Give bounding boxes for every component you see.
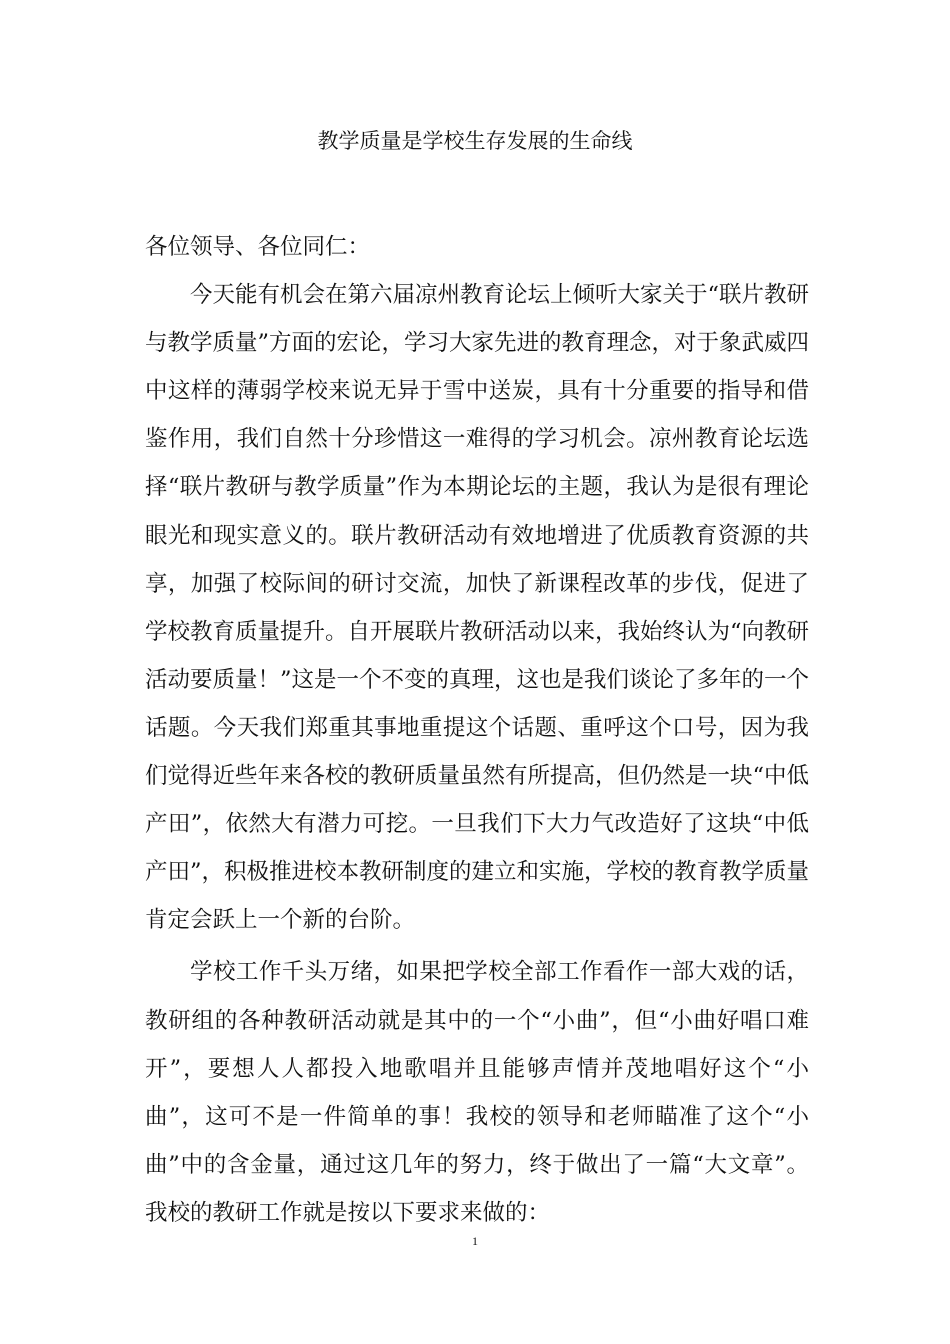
document-body: [145, 223, 809, 1237]
page-number: 1: [472, 1234, 478, 1248]
salutation: 各位领导、各位同仁：: [145, 234, 371, 260]
paragraph-2: 学校工作千头万绪，如果把学校全部工作看作一部大戏的话，教研组的各种教研活动就是其中的一个“小曲”，但“小曲好唱口难开”，要想人人都投入地歌唱并且能够声情并茂地唱好这个“小曲”，这可不是一件简单的事！我校的领导和老师瞄准了这个“小曲”中的含金量，通过这几年的努力，终于做出了一篇“大文章”。我校的教研工作就是按以下要求来做的：: [145, 959, 809, 1226]
document-title: 教学质量是学校生存发展的生命线: [317, 129, 633, 153]
paragraph-1: 今天能有机会在第六届凉州教育论坛上倾听大家关于“联片教研与教学质量”方面的宏论，学习大家先进的教育理念，对于象武威四中这样的薄弱学校来说无异于雪中送炭，具有十分重要的指导和借鉴作用，我们自然十分珍惜这一难得的学习机会。凉州教育论坛选择“联片教研与教学质量”作为本期论坛的主题，我认为是很有理论眼光和现实意义的。联片教研活动有效地增进了优质教育资源的共享，加强了校际间的研讨交流，加快了新课程改革的步伐，促进了学校教育质量提升。自开展联片教研活动以来，我始终认为“向教研活动要质量！”这是一个不变的真理，这也是我们谈论了多年的一个话题。今天我们郑重其事地重提这个话题、重呼这个口号，因为我们觉得近些年来各校的教研质量虽然有所提高，但仍然是一块“中低产田”，依然大有潜力可挖。一旦我们下大力气改造好了这块“中低产田”，积极推进校本教研制度的建立和实施，学校的教育教学质量肯定会跃上一个新的台阶。: [145, 282, 810, 934]
